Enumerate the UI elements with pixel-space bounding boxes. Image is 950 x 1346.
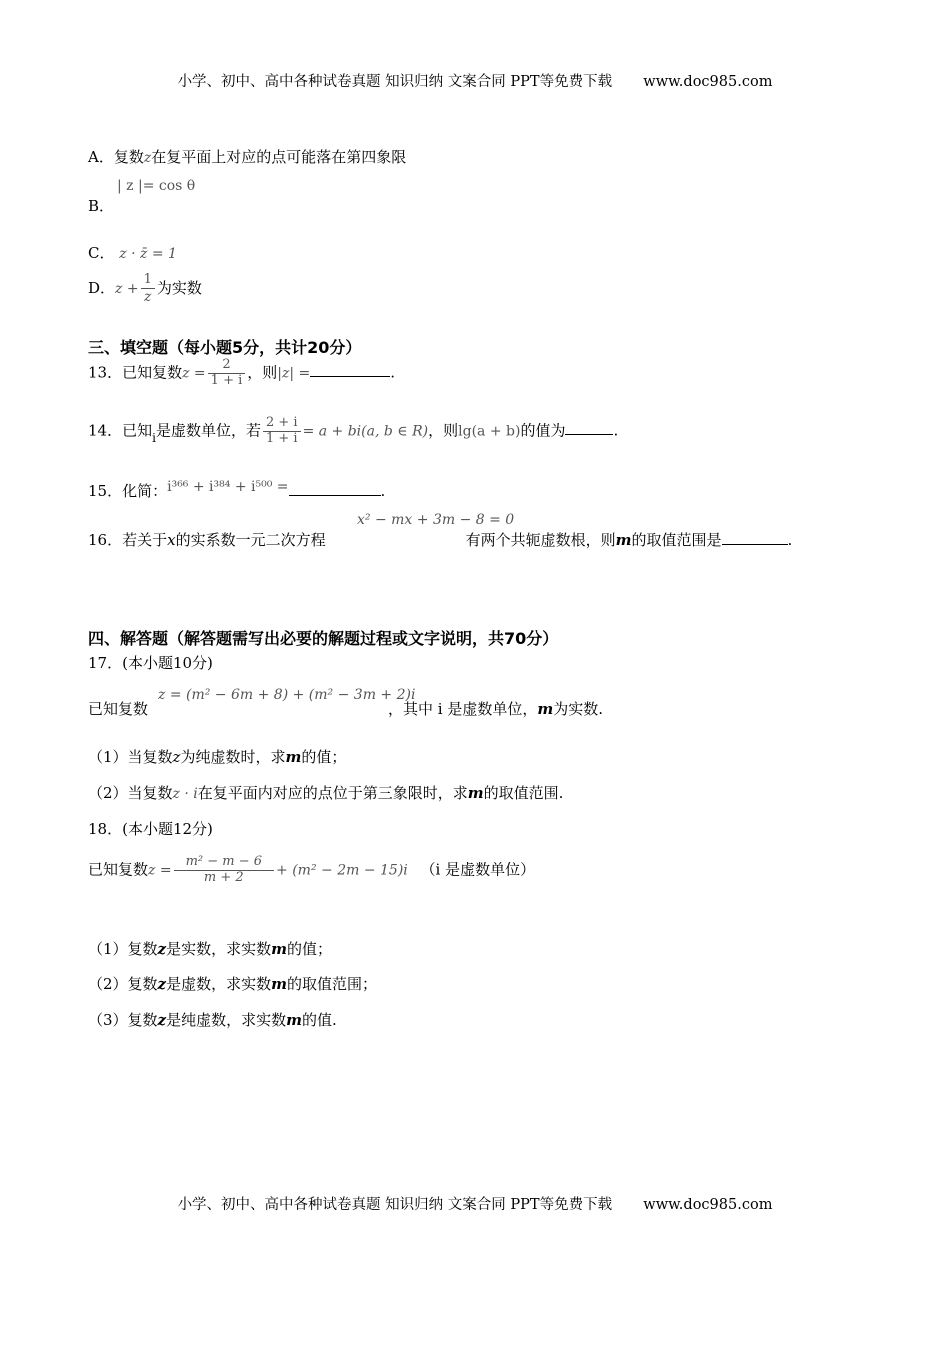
option-d-fraction [141, 273, 155, 305]
q16-text3: 有两个共轭虚数根，则 [465, 531, 616, 549]
q18-text1: 已知复数 [88, 860, 149, 879]
q13-abs: |z| = [277, 365, 311, 382]
question-16 [88, 529, 792, 550]
q18-p1-pre: （1）复数 [88, 940, 158, 958]
q16-end: . [787, 531, 793, 549]
q17-p1-m: m [285, 748, 302, 766]
q17-statement [88, 698, 603, 719]
q18-part-3 [88, 1009, 337, 1030]
footer-text: 小学、初中、高中各种试卷真题 知识归纳 文案合同 PPT等免费下载 [177, 1197, 613, 1213]
q13-number: 13． [88, 363, 123, 382]
footer-url: www.doc985.com [643, 1197, 773, 1213]
option-c [88, 242, 177, 263]
q14-text2: 是虚数单位，若 [155, 421, 261, 440]
q17-p1-z: z [172, 748, 181, 766]
option-d [88, 273, 202, 305]
q17-p1-pre: （1）当复数 [88, 748, 173, 766]
q14-number: 14． [88, 421, 123, 440]
option-d-pre: z + [115, 281, 139, 298]
q18-p2-z: z [157, 975, 167, 993]
q18-lhs: z = [148, 862, 172, 879]
page-header [0, 70, 950, 91]
option-a-var: z [143, 150, 152, 166]
option-c-label: C． [88, 244, 115, 262]
q17-p1-post: 的值； [301, 748, 347, 766]
q15-answer-blank[interactable] [289, 480, 381, 496]
q18-heading: 18．(本小题12分) [88, 820, 213, 838]
q14-text4: 的值为 [520, 421, 566, 440]
q18-part-2 [88, 973, 377, 994]
q18-p2-post: 的取值范围； [286, 975, 377, 993]
q13-num: 2 [208, 358, 246, 374]
option-a [88, 146, 406, 167]
q16-equation: x² − mx + 3m − 8 = 0 [357, 512, 515, 528]
q18-p1-mid: 是实数，求实数 [166, 940, 272, 958]
option-b-label: B． [88, 197, 115, 215]
q18-fraction [174, 855, 274, 886]
q14-rhs: = a + bi(a, b ∈ R) [302, 423, 429, 440]
q14-lg: lg(a + b) [458, 423, 521, 440]
q15-end: . [380, 482, 386, 500]
q14-end: . [613, 421, 619, 440]
q16-x: x [167, 531, 176, 549]
q17-p2-zi: z · i [172, 786, 198, 802]
q16-m: m [615, 531, 632, 549]
q16-number: 16． [88, 531, 123, 549]
q13-text1: 已知复数 [122, 363, 183, 382]
q15-text1: 化简： [122, 482, 168, 500]
q18-p2-m: m [271, 975, 287, 993]
option-d-num: 1 [141, 273, 155, 289]
q18-statement [88, 855, 535, 886]
q18-p3-post: 的值. [301, 1011, 337, 1029]
q18-p1-post: 的值； [286, 940, 332, 958]
q17-part-1 [88, 746, 346, 767]
option-d-label: D． [88, 279, 116, 298]
q17-part-2 [88, 782, 563, 803]
option-b-formula: | z |= cos θ [117, 178, 196, 194]
question-15 [88, 480, 385, 501]
q13-text2: ，则 [247, 363, 278, 382]
q13-lhs: z = [182, 365, 206, 382]
q18-p3-mid: 是纯虚数，求实数 [166, 1011, 287, 1029]
q18-p2-mid: 是虚数，求实数 [166, 975, 272, 993]
q18-p2-pre: （2）复数 [88, 975, 158, 993]
header-text: 小学、初中、高中各种试卷真题 知识归纳 文案合同 PPT等免费下载 [177, 74, 613, 90]
q18-p1-z: z [157, 940, 167, 958]
q17-formula: z = (m² − 6m + 8) + (m² − 3m + 2)i [158, 687, 416, 703]
q15-expr: i³⁶⁶ + i³⁸⁴ + i⁵⁰⁰ = [167, 479, 289, 495]
q13-den: 1 + i [210, 372, 243, 388]
section-4-title: 四、解答题（解答题需写出必要的解题过程或文字说明，共70分） [88, 629, 559, 648]
q16-text1: 若关于 [122, 531, 168, 549]
q17-heading: 17．(本小题10分) [88, 654, 213, 672]
q17-text1: 已知复数 [88, 700, 149, 718]
q13-end: . [390, 363, 396, 382]
option-a-text: 复数 [113, 148, 144, 166]
q17-p1-mid: 为纯虚数时，求 [180, 748, 286, 766]
q18-p3-pre: （3）复数 [88, 1011, 158, 1029]
q14-text1: 已知 [122, 421, 153, 440]
option-c-formula: z · z̄ = 1 [119, 246, 177, 262]
question-14 [88, 416, 618, 447]
q18-num: m² − m − 6 [174, 855, 274, 871]
q17-p2-pre: （2）当复数 [88, 784, 173, 802]
q14-fraction [263, 416, 301, 447]
q16-text4: 的取值范围是 [631, 531, 722, 549]
q17-p2-m: m [467, 784, 484, 802]
q13-fraction [208, 358, 246, 389]
q18-p3-z: z [157, 1011, 167, 1029]
q13-answer-blank[interactable] [310, 361, 390, 377]
q16-answer-blank[interactable] [722, 529, 788, 545]
question-13 [88, 358, 395, 389]
section-3-title: 三、填空题（每小题5分，共计20分） [88, 338, 362, 357]
q14-den: 1 + i [265, 430, 298, 446]
option-d-text: 为实数 [156, 279, 202, 298]
page-footer [0, 1193, 950, 1214]
q17-m: m [537, 700, 554, 718]
q15-number: 15． [88, 482, 123, 500]
q14-text3: ，则 [428, 421, 459, 440]
q18-p3-m: m [286, 1011, 302, 1029]
q17-p2-mid: 在复平面内对应的点位于第三象限时，求 [197, 784, 468, 802]
q17-text2: ，其中 i 是虚数单位， [388, 700, 538, 718]
q18-part-1 [88, 938, 332, 959]
q18-den: m + 2 [203, 869, 244, 885]
q14-i: i [152, 431, 156, 446]
option-d-den: z [144, 288, 152, 305]
q18-rest: + (m² − 2m − 15)i [276, 862, 408, 879]
option-a-text2: 在复平面上对应的点可能落在第四象限 [151, 148, 407, 166]
q17-text3: 为实数. [553, 700, 604, 718]
header-url: www.doc985.com [643, 74, 773, 90]
option-a-label: A． [88, 148, 114, 166]
q18-note: （i 是虚数单位） [420, 860, 536, 879]
q17-p2-post: 的取值范围. [483, 784, 564, 802]
q14-num: 2 + i [263, 416, 301, 432]
q14-answer-blank[interactable] [565, 419, 613, 435]
q18-p1-m: m [271, 940, 287, 958]
q16-text2: 的实系数一元二次方程 [175, 531, 326, 549]
